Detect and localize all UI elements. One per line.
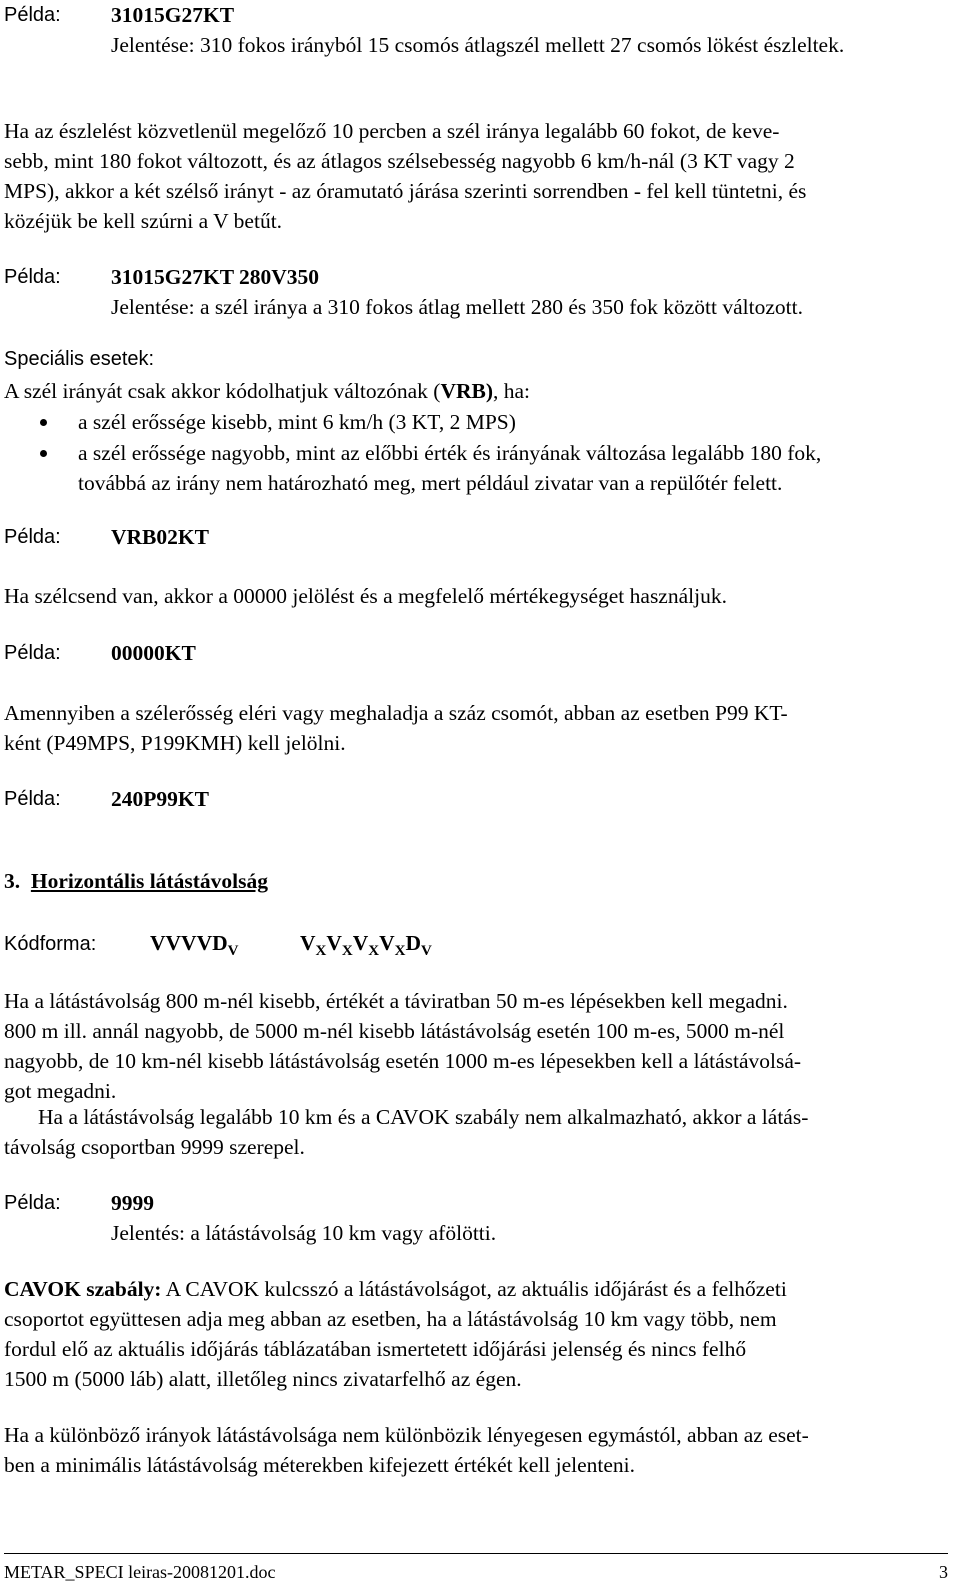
paragraph-line: csoportot együttesen adja meg abban az esetben, ha a látástávolság 10 km vagy több, nem (4, 1307, 777, 1331)
section-title: Horizontális látástávolság (30, 869, 268, 893)
footer-rule (4, 1553, 948, 1554)
visibility-9999-paragraph (4, 1102, 948, 1162)
paragraph-line: 800 m ill. annál nagyobb, de 5000 m-nél kisebb látástávolság esetén 100 m-es, 5000 m-nél (4, 1019, 785, 1043)
paragraph-line: Ha a látástávolság 800 m-nél kisebb, értékét a táviratban 50 m-es lépésekben kell megadni. (4, 989, 788, 1013)
hundred-knots-paragraph (4, 698, 948, 758)
code-form-1: VVVVD (150, 931, 228, 955)
example-label: Példa: (4, 4, 61, 26)
paragraph-line: sebb, mint 180 fokot változott, és az átlagos szélsebesség nagyobb 6 km/h-nál (3 KT vagy 2 (4, 149, 795, 173)
section-heading (4, 866, 948, 896)
paragraph-line: ként (P49MPS, P199KMH) kell jelölni. (4, 731, 346, 755)
special-cases-intro (4, 376, 948, 406)
intro-text-end: , ha: (493, 379, 531, 403)
paragraph-line: 1500 m (5000 láb) alatt, illetőleg nincs zivatarfelhő az égen. (4, 1367, 522, 1391)
example-label: Példa: (4, 266, 61, 288)
example-code: VRB02KT (111, 525, 209, 549)
bullet-text: továbbá az irány nem határozható meg, mert például zivatar van a repülőtér felett. (78, 471, 783, 495)
paragraph-line: fordul elő az aktuális időjárás táblázatában ismertetett időjárási jelenség és nincs felhő (4, 1337, 747, 1361)
cavok-term: CAVOK szabály: (4, 1277, 162, 1301)
paragraph-line: nagyobb, de 10 km-nél kisebb látástávolság esetén 1000 m-es lépesekben kell a látástávolsá- (4, 1049, 802, 1073)
paragraph-line: Ha a különböző irányok látástávolsága nem különbözik lényegesen egymástól, abban az eset- (4, 1423, 809, 1447)
example-label: Példa: (4, 526, 61, 548)
example-code: 240P99KT (111, 787, 209, 811)
example-label: Példa: (4, 788, 61, 810)
bullet-text: a szél erőssége kisebb, mint 6 km/h (3 KT, 2 MPS) (78, 410, 516, 434)
paragraph-line: A CAVOK kulcsszó a látástávolságot, az aktuális időjárást és a felhőzeti (161, 1277, 787, 1301)
directions-paragraph (4, 1420, 948, 1480)
code-form-1-subscript: V (227, 943, 239, 959)
paragraph-line: Ha a látástávolság legalább 10 km és a CAVOK szabály nem alkalmazható, akkor a látás- (38, 1105, 809, 1129)
calm-paragraph: Ha szélcsend van, akkor a 00000 jelölést és a megfelelő mértékegységet használjuk. (4, 584, 727, 608)
example-code: 31015G27KT 280V350 (111, 265, 320, 289)
paragraph-line: MPS), akkor a két szélső irányt - az óramutató járása szerinti sorrendben - fel kell tüntetni, és (4, 179, 807, 203)
example-2 (111, 262, 951, 322)
paragraph-line: got megadni. (4, 1079, 117, 1103)
footer-filename: METAR_SPECI leiras-20081201.doc (4, 1562, 276, 1582)
code-form-2: $V_XV_XV_XV_XD_V$ (300, 931, 432, 959)
example-1 (111, 0, 951, 60)
special-cases-title: Speciális esetek: (4, 348, 155, 370)
paragraph-line: távolság csoportban 9999 szerepel. (4, 1135, 305, 1159)
footer (4, 1560, 948, 1584)
paragraph-line: közéjük be kell szúrni a V betűt. (4, 209, 283, 233)
paragraph-line: Amennyiben a szélerősség eléri vagy meghaladja a száz csomót, abban az esetben P99 KT- (4, 701, 788, 725)
bullet-dot (40, 450, 47, 457)
example-meaning: Jelentése: a szél iránya a 310 fokos átlag mellett 280 és 350 fok között változott. (111, 295, 803, 319)
paragraph-line: Ha az észlelést közvetlenül megelőző 10 percben a szél iránya legalább 60 fokot, de keve- (4, 119, 780, 143)
intro-vrb: VRB) (440, 379, 493, 403)
paragraph-line: ben a minimális látástávolság méterekben kifejezett értékét kell jelenteni. (4, 1453, 636, 1477)
visibility-paragraph (4, 986, 948, 1106)
example-meaning: Jelentése: 310 fokos irányból 15 csomós átlagszél mellett 27 csomós lökést észleltek. (111, 33, 845, 57)
code-form-row (4, 928, 948, 966)
example-label: Példa: (4, 642, 61, 664)
cavok-paragraph (4, 1274, 948, 1394)
example-6 (111, 1188, 951, 1248)
page-number: 3 (939, 1562, 948, 1582)
code-form-label: Kódforma: (4, 933, 97, 955)
bullet-item (4, 407, 948, 437)
example-label: Példa: (4, 1192, 61, 1214)
bullet-item (4, 438, 948, 498)
example-code: 9999 (111, 1191, 154, 1215)
section-number: 3. (4, 869, 21, 893)
example-code: 31015G27KT (111, 3, 235, 27)
intro-text: A szél irányát csak akkor kódolhatjuk változónak ( (4, 379, 441, 403)
variable-wind-paragraph (4, 116, 948, 236)
bullet-text: a szél erőssége nagyobb, mint az előbbi érték és irányának változása legalább 180 fok, (78, 441, 822, 465)
bullet-dot (40, 419, 47, 426)
example-meaning: Jelentés: a látástávolság 10 km vagy afölötti. (111, 1221, 497, 1245)
example-code: 00000KT (111, 641, 196, 665)
